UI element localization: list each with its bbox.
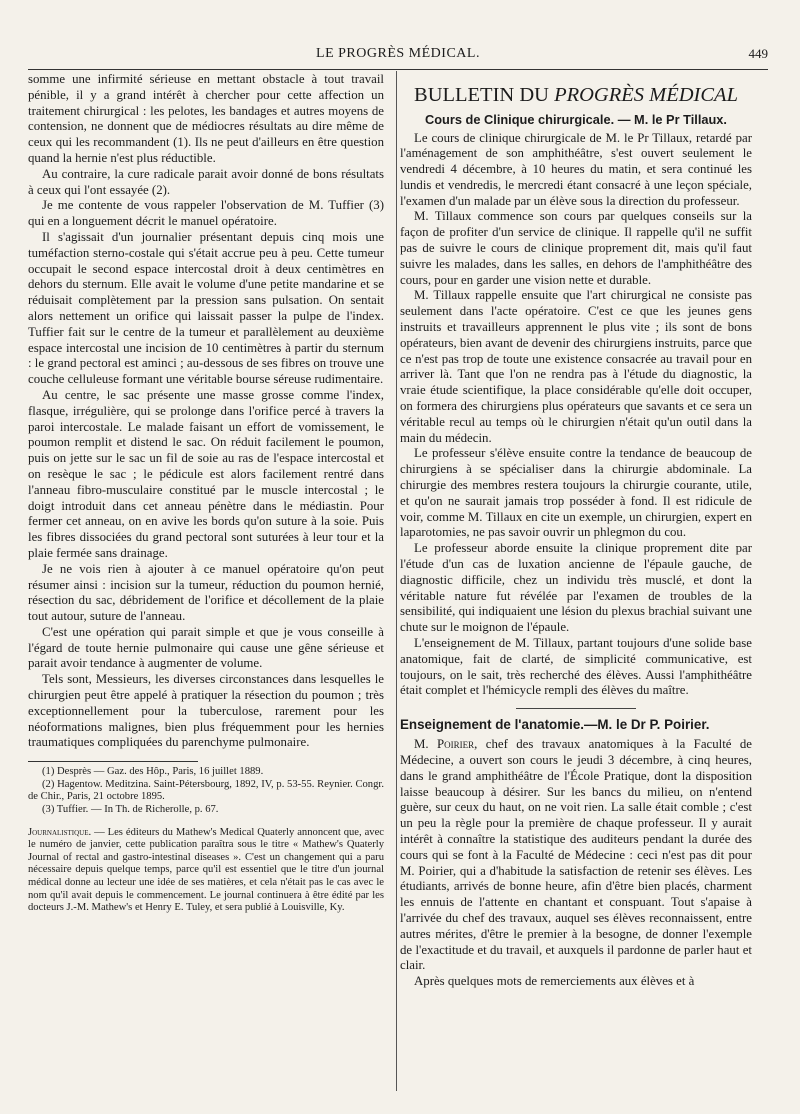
body-paragraph: C'est une opération qui parait simple et que je vous conseille à l'égard de toute hernie pulmonaire qui cause une gêne sérieuse et parait avoir tendance à augmenter de volume. — [28, 624, 384, 671]
body-paragraph: M. Tillaux commence son cours par quelques conseils sur la façon de profiter d'un service de clinique. Il rappelle qu'il ne suffit pas de suivre le cours de clinique proprement dit, mais qu'il faut suivre les malades, dans les salles, en dehors de l'amphithéâtre des cours, pour en garder une vision nette et durable. — [400, 209, 752, 287]
body-paragraph: somme une infirmité sérieuse en mettant obstacle à tout travail pénible, il y a grand intérêt à chercher pour cette affection un traitement chirurgical : les pelotes, les bandages et autres moyens de contension, ne donnent que de médiocres résultats au dire même de ceux qui les recommandent (1). Ils ne peut d'ailleurs en être question quand la hernie n'est plus réductible. — [28, 72, 384, 165]
section-rule — [516, 708, 636, 709]
body-paragraph: Le cours de clinique chirurgicale de M. le Pr Tillaux, retardé par l'aménagement de son amphithéâtre, s'est ouvert seulement le vendredi 4 décembre, à 10 heures du matin, et sera continué les lundis et vendredis, le mercredi étant consacré à une leçon spéciale, l'examen d'un malade par un élève sous la direction du professeur. — [400, 130, 752, 208]
bulletin-title-plain: BULLETIN DU — [414, 84, 555, 106]
bulletin-title — [400, 82, 752, 108]
journalistique-note — [28, 827, 384, 915]
body-paragraph: Au contraire, la cure radicale parait avoir donné de bons résultats à ceux qui l'ont essayée (2). — [28, 166, 384, 197]
footnote: (1) Desprès — Gaz. des Hôp., Paris, 16 juillet 1889. — [42, 766, 264, 778]
course-heading: Cours de Clinique chirurgicale. — M. le Pr Tillaux. — [425, 112, 727, 127]
anatomy-heading: Enseignement de l'anatomie.—M. le Dr P. Poirier. — [400, 717, 710, 733]
body-paragraph: Je ne vois rien à ajouter à ce manuel opératoire qu'on peut résumer ainsi : incision sur la tumeur, réduction du poumon hernié, résection du sac, débridement de l'orifice et décollement de la plaie tout autour, suture de l'anneau. — [28, 561, 384, 624]
column-divider — [396, 71, 397, 1091]
footnote-rule — [28, 761, 198, 762]
anatomy-paragraph-text: , chef des travaux anatomiques à la Faculté de Médecine, a ouvert son cours le jeudi 3 décembre, à cinq heures, dans le grand amphithéâtre de l'École Pratique, dont la disposition laisse beaucoup à désirer. Sur les bancs du milieu, on n'entend guère, sur ceux du haut, on ne voit rien. La salle était comble ; c'est un peu la règle pour la première de chaque professeur. Il y aurait intérêt à connaître la statistique des auditeurs pendant la durée des cours qui se font à la Faculté de Médecine : ceci n'est pas dit pour M. Poirier, qui a d'habitude la satisfaction de retenir ses élèves. Les étudiants, arrivés de bonne heure, afin d'être bien placés, charment les ennuis de l'attente en chantant et conspuant. Tout s'apaise à l'arrivée du chef des travaux, auquel ses élèves reconnaissent, entre autres mérites, d'être le premier à la besogne, de donner l'exemple de l'exactitude et du travail, et auxquels il pardonne de parler haut et clair. — [400, 737, 752, 973]
running-title: LE PROGRÈS MÉDICAL. — [316, 46, 480, 61]
journalistique-label: Journalistique. — [28, 826, 92, 838]
journalistique-text: — Les éditeurs du Mathew's Medical Quaterly annoncent que, avec le numéro de janvier, cette publication paraîtra sous le titre « Mathew's Quaterly Journal of rectal and gastro-intestinal diseases ». C'est un changement qui a paru nécessaire depuis quelque temps, parce qu'il est essentiel que le titre d'un journal médical donne au lecteur une idée de ses matières, et cela n'était pas le cas avec le nom qu'il avait depuis le commencement. Le journal continuera à être édité par les docteurs J.-M. Mathew's et Henry E. Tuley, et sera publié à Louisville, Ky. — [28, 826, 384, 914]
body-paragraph — [400, 737, 752, 974]
footnote: (2) Hagentow. Meditzina. Saint-Pétersbourg, 1892, IV, p. 53-55. Reynier. Congr. de Chir., Paris, 21 octobre 1895. — [28, 778, 384, 803]
left-column — [28, 72, 384, 915]
body-paragraph: Au centre, le sac présente une masse grosse comme l'index, flasque, irrégulière, qui se prolonge dans l'orifice percé à travers la paroi intercostale. Le malade faisant un effort de vomissement, le poumon remplit et distend le sac. On réduit facilement le poumon, puis on jette sur le sac un fil de soie au ras de l'espace intercostal et on resèque le sac ; le pédicule est alors facilement rentré dans l'anneau fibro-musculaire constitué par le muscle intercostal ; le doigt introduit dans cet anneau pénètre dans le médiastin. Pour fermer cet anneau, on en avive les bords qu'on suture à la soie. Puis les fibres dissociées du grand pectoral sont suturées à leur tour et la plaie fermée sans drainage. — [28, 387, 384, 560]
body-paragraph: L'enseignement de M. Tillaux, partant toujours d'une solide base anatomique, fait de clarté, de simplicité communicative, est toujours, on le sait, très recherché des élèves. Aussi l'amphithéâtre était complet et l'hémicycle rempli des élèves du maître. — [400, 636, 752, 698]
body-paragraph: M. Tillaux rappelle ensuite que l'art chirurgical ne consiste pas seulement dans l'acte opératoire. C'est ce que les jeunes gens instruits et travailleurs apprennent le plus vite ; ils sont de bons opérateurs, bien avant de devenir des chirurgiens instruits, parce que ce n'est pas trop de toute une existence consacrée au travail pour en arriver là. Tant que l'on ne rendra pas à l'étude du diagnostic, la vraie étude scientifique, la place considérable qu'elle doit occuper, on formera des chirurgiens plus opérateurs que savants et ce sera un véritable recul au temps où le chirurgien n'était qu'un outil dans la main du médecin. — [400, 288, 752, 445]
page-header — [28, 42, 768, 68]
body-paragraph: Il s'agissait d'un journalier présentant depuis cinq mois une tuméfaction sterno-costale qui s'était accrue peu à peu. Cette tumeur occupait le second espace intercostal droit à deux centimètres en dehors du sternum. Elle avait le volume d'une petite mandarine et se réduisait complètement par la pression sans pulsation. On sentait alors nettement un orifice qui laissait passer la pulpe de l'index. Tuffier fait sur le centre de la tumeur et parallèlement au deuxième espace intercostal une incision de 10 centimètres à partir du sternum : le grand pectoral est aminci ; au-dessous de ses fibres on trouve une couche celluleuse formant une véritable bourse séreuse rudimentaire. — [28, 229, 384, 387]
header-rule — [28, 69, 768, 70]
right-column — [400, 72, 752, 990]
page-number: 449 — [748, 46, 768, 61]
bulletin-title-italic: PROGRÈS MÉDICAL — [554, 84, 738, 106]
body-paragraph: Le professeur aborde ensuite la clinique proprement dite par l'étude d'un cas de luxation ancienne de l'épaule gauche, de diagnostic difficile, chez un individu très musclé, et dont la véritable nature fut révélée par l'examen de troubles de la sensibilité, qui indiquaient une lésion du plexus brachial suivant une chute sur le moignon de l'épaule. — [400, 541, 752, 635]
body-paragraph: Je me contente de vous rappeler l'observation de M. Tuffier (3) qui en a longuement décrit le manuel opératoire. — [28, 198, 384, 229]
body-paragraph: Tels sont, Messieurs, les diverses circonstances dans lesquelles le chirurgien peut être appelé à pratiquer la résection du poumon ; très exceptionnellement pour la tuberculose, rarement pour les néoformations malignes, bien plus fréquemment pour les hernies traumatiques compliquées du parenchyme pulmonaire. — [28, 672, 384, 750]
footnote: (3) Tuffier. — In Th. de Richerolle, p. 67. — [42, 804, 219, 816]
body-paragraph: Le professeur s'élève ensuite contre la tendance de beaucoup de chirurgiens à se spécialiser dans la chirurgie abdominale. La chirurgie des membres restera toujours la chirurgie courante, utile, et qu'on ne saurait jamais trop posséder à fond. Il est ridicule de voir, comme M. Tillaux en cite un exemple, un chirurgien, expert en laparotomies, ne pas savoir ouvrir un phlegmon du cou. — [400, 446, 752, 540]
poirier-name: M. Poirier — [414, 737, 475, 752]
body-paragraph: Après quelques mots de remerciements aux élèves et à — [414, 974, 695, 989]
